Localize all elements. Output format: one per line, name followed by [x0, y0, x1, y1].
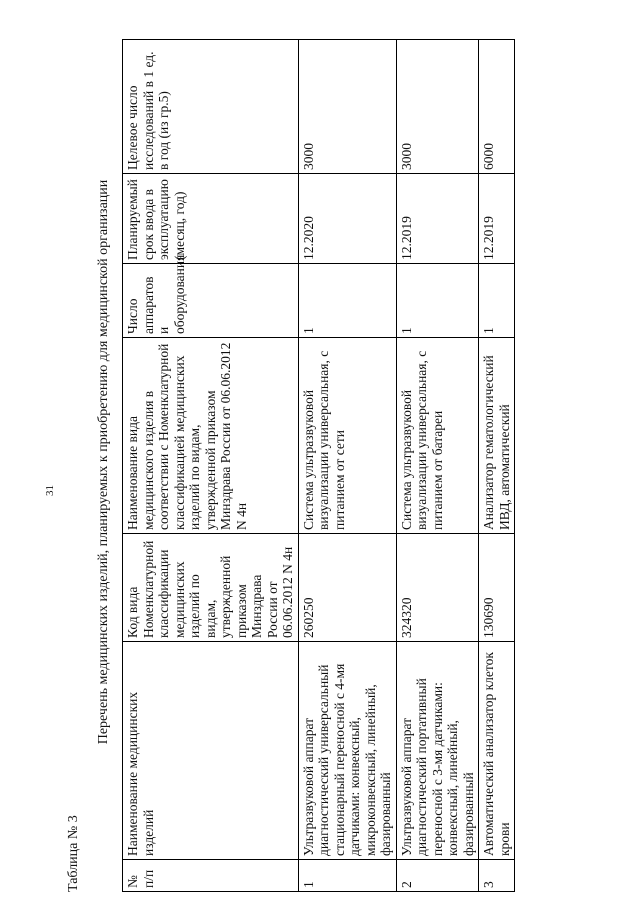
table-row [396, 40, 479, 892]
cell-term: 12.2019 [479, 174, 515, 264]
cell-code: 260250 [298, 534, 396, 642]
cell-kind: Система ультразвуковой визуализации универсальная, с питанием от батареи [396, 338, 479, 534]
table-row [479, 40, 515, 892]
cell-target: 6000 [479, 40, 515, 174]
cell-name: Ультразвуковой аппарат диагностический универсальный стационарный переносной с 4-мя датчиками: конвексный, микроконвексный, линейный, фазированный [298, 642, 396, 860]
cell-code: 130690 [479, 534, 515, 642]
cell-target: 3000 [298, 40, 396, 174]
cell-num: 2 [396, 860, 479, 892]
page-number: 31 [44, 485, 56, 496]
table-row [298, 40, 396, 892]
cell-target: 3000 [396, 40, 479, 174]
cell-term: 12.2020 [298, 174, 396, 264]
rotated-page-content [60, 32, 530, 892]
header-name: Наименование медицинских изделий [123, 642, 299, 860]
cell-name: Ультразвуковой аппарат диагностический портативный переносной с 3-мя датчиками: конвексный, линейный, фазированный [396, 642, 479, 860]
header-target: Целевое число исследований в 1 ед. в год (из гр.5) [123, 40, 299, 174]
cell-kind: Система ультразвуковой визуализации универсальная, с питанием от сети [298, 338, 396, 534]
cell-count: 1 [298, 264, 396, 338]
cell-num: 1 [298, 860, 396, 892]
header-count: Число аппаратов и оборудования [123, 264, 299, 338]
cell-num: 3 [479, 860, 515, 892]
header-code: Код вида Номенклатурной классификации медицинских изделий по видам, утвержденной приказом Минздрава России от 06.06.2012 N 4н [123, 534, 299, 642]
cell-count: 1 [479, 264, 515, 338]
table-header-row [123, 40, 299, 892]
cell-kind: Анализатор гематологический ИВД, автоматический [479, 338, 515, 534]
devices-table [122, 39, 515, 892]
cell-code: 324320 [396, 534, 479, 642]
table-caption: Перечень медицинских изделий, планируемых к приобретению для медицинской организации [96, 179, 111, 745]
cell-name: Автоматический анализатор клеток крови [479, 642, 515, 860]
header-num: № п/п [123, 860, 299, 892]
table-label: Таблица № 3 [66, 815, 81, 892]
cell-term: 12.2019 [396, 174, 479, 264]
header-term: Планируемый срок ввода в эксплуатацию (месяц, год) [123, 174, 299, 264]
header-kind: Наименование вида медицинского изделия в соответствии с Номенклатурной классификацией медицинских изделий по видам, утвержденной приказом Минздрава России от 06.06.2012 N 4н [123, 338, 299, 534]
cell-count: 1 [396, 264, 479, 338]
